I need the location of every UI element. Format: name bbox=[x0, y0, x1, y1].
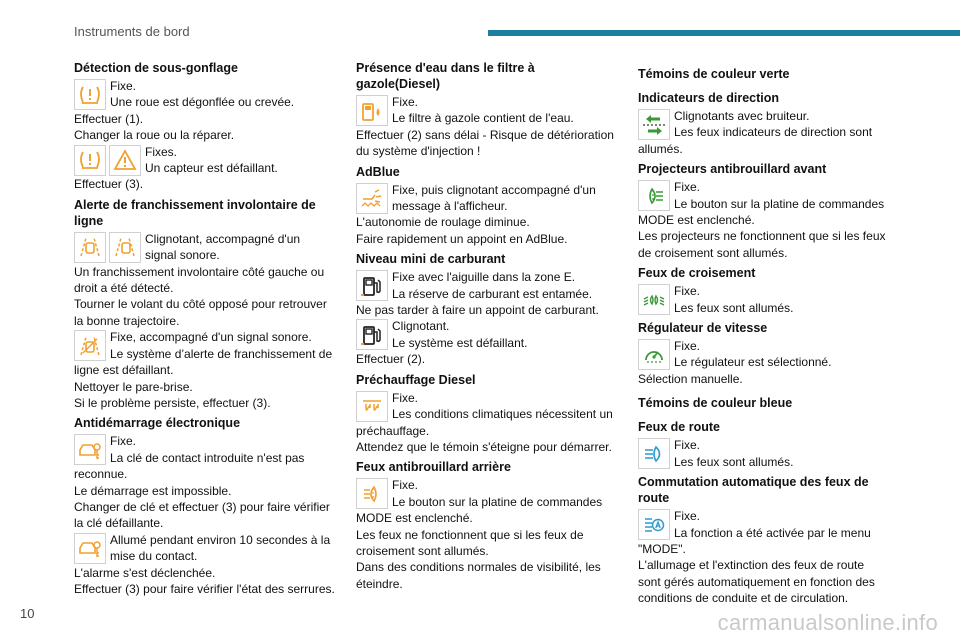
section-title: Niveau mini de carburant bbox=[356, 252, 506, 267]
text-line: Changer de clé et effectuer (3) pour faire vérifier bbox=[74, 499, 330, 514]
cruise-control-icon bbox=[638, 339, 670, 370]
text-line: Le système est défaillant. bbox=[392, 335, 528, 350]
indicator-row bbox=[74, 329, 340, 362]
text-line: message à l'afficheur. bbox=[392, 199, 508, 214]
main-beam-icon bbox=[638, 438, 670, 469]
section-title: Alerte de franchissement involontaire de ligne bbox=[74, 197, 316, 228]
glow-plug-icon bbox=[356, 391, 388, 422]
section-title: Régulateur de vitesse bbox=[638, 321, 768, 336]
text-line: MODE est enclenché. bbox=[638, 213, 755, 228]
text-line: Les feux indicateurs de direction sont bbox=[674, 125, 873, 140]
indicator-row bbox=[74, 231, 340, 264]
text-line: La fonction a été activée par le menu bbox=[674, 525, 871, 540]
text-line: Fixe avec l'aiguille dans la zone E. bbox=[392, 270, 576, 285]
header-accent-bar bbox=[488, 30, 960, 36]
auto-high-beam-icon bbox=[638, 509, 670, 540]
fuel-pump-icon bbox=[356, 270, 388, 301]
running-header: Instruments de bord bbox=[74, 24, 190, 39]
indicator-row bbox=[356, 182, 622, 215]
text-line: Fixe. bbox=[674, 180, 701, 195]
text-line: Un franchissement involontaire côté gauche ou bbox=[74, 264, 325, 279]
text-line: Les projecteurs ne fonctionnent que si les feux bbox=[638, 229, 886, 244]
text-line: Effectuer (2). bbox=[356, 352, 426, 367]
section-title: Commutation automatique des feux de route bbox=[638, 475, 869, 506]
section-title: Présence d'eau dans le filtre à gazole(Diesel) bbox=[356, 61, 535, 91]
text-line: Fixe. bbox=[674, 339, 701, 354]
dipped-beam-icon bbox=[638, 284, 670, 315]
text-line: Effectuer (2) sans délai - Risque de détérioration bbox=[356, 127, 614, 142]
text-line: Fixe. bbox=[392, 95, 419, 109]
text-line: L'allumage et l'extinction des feux de route bbox=[638, 558, 865, 573]
lane-departure-right-icon bbox=[109, 232, 141, 263]
section-title: Préchauffage Diesel bbox=[356, 372, 476, 387]
lane-departure-left-icon bbox=[74, 232, 106, 263]
indicator-row bbox=[356, 318, 622, 351]
text-line: Faire rapidement un appoint en AdBlue. bbox=[356, 231, 568, 246]
text-line: Si le problème persiste, effectuer (3). bbox=[74, 395, 271, 410]
text-line: Effectuer (1). bbox=[74, 111, 144, 126]
column-middle bbox=[356, 58, 622, 592]
indicator-row bbox=[356, 94, 622, 127]
text-line: de croisement sont allumés. bbox=[638, 245, 788, 260]
text-line: Effectuer (3) pour faire vérifier l'état des serrures. bbox=[74, 581, 335, 596]
text-line: La clé de contact introduite n'est pas bbox=[110, 450, 305, 465]
text-line: conditions de conduite et de circulation. bbox=[638, 591, 849, 606]
text-line: préchauffage. bbox=[356, 423, 430, 438]
indicator-row bbox=[356, 477, 622, 510]
text-line: Les conditions climatiques nécessitent un bbox=[392, 407, 613, 422]
indicator-row bbox=[638, 283, 896, 316]
text-line: Fixe. bbox=[110, 434, 137, 449]
text-line: L'autonomie de roulage diminue. bbox=[356, 215, 530, 230]
text-line: Fixe. bbox=[674, 509, 701, 524]
text-line: Fixes. bbox=[145, 144, 178, 159]
text-line: Clignotants avec bruiteur. bbox=[674, 109, 810, 123]
group-title-blue: Témoins de couleur bleue bbox=[638, 396, 793, 411]
adblue-icon bbox=[356, 183, 388, 214]
section-title: Feux de route bbox=[638, 420, 720, 435]
indicator-row bbox=[356, 269, 622, 302]
car-key-icon bbox=[74, 533, 106, 564]
text-line: Les feux sont allumés. bbox=[674, 454, 794, 469]
water-in-fuel-icon bbox=[356, 95, 388, 126]
indicator-row bbox=[638, 508, 896, 541]
text-line: Fixe, puis clignotant accompagné d'un bbox=[392, 182, 596, 197]
text-line: MODE est enclenché. bbox=[356, 511, 473, 526]
lane-departure-fault-icon bbox=[74, 330, 106, 361]
indicator-row bbox=[638, 338, 896, 371]
text-line: Les feux sont allumés. bbox=[674, 300, 794, 315]
text-line: Le démarrage est impossible. bbox=[74, 483, 232, 498]
indicator-row bbox=[356, 390, 622, 423]
text-line: éteindre. bbox=[356, 576, 403, 591]
section-title: Feux antibrouillard arrière bbox=[356, 460, 511, 475]
text-line: Fixe. bbox=[674, 284, 701, 299]
text-line: Clignotant. bbox=[392, 319, 450, 334]
text-line: Fixe. bbox=[392, 478, 419, 493]
section-title: AdBlue bbox=[356, 164, 400, 179]
text-line: allumés. bbox=[638, 141, 683, 156]
indicator-row bbox=[74, 532, 340, 565]
text-line: Tourner le volant du côté opposé pour retrouver bbox=[74, 297, 327, 312]
column-right bbox=[638, 58, 896, 607]
page-number: 10 bbox=[20, 606, 35, 621]
indicator-row bbox=[638, 108, 896, 141]
indicator-row bbox=[74, 78, 340, 111]
text-line: Attendez que le témoin s'éteigne pour démarrer. bbox=[356, 439, 612, 454]
text-line: signal sonore. bbox=[145, 248, 220, 263]
text-line: "MODE". bbox=[638, 541, 686, 556]
fuel-pump-icon bbox=[356, 319, 388, 350]
watermark: carmanualsonline.info bbox=[717, 610, 938, 635]
text-line: Nettoyer le pare-brise. bbox=[74, 379, 193, 394]
text-line: Ne pas tarder à faire un appoint de carburant. bbox=[356, 303, 599, 318]
text-line: Fixe, accompagné d'un signal sonore. bbox=[110, 330, 312, 345]
text-line: Les feux ne fonctionnent que si les feux de bbox=[356, 527, 584, 542]
section-title: Détection de sous-gonflage bbox=[74, 61, 238, 75]
text-line: Le bouton sur la platine de commandes bbox=[674, 196, 885, 211]
indicator-row bbox=[74, 433, 340, 466]
text-line: Dans des conditions normales de visibilité, les bbox=[356, 560, 601, 575]
warning-triangle-icon bbox=[109, 145, 141, 176]
section-title: Antidémarrage électronique bbox=[74, 416, 241, 431]
section-title: Indicateurs de direction bbox=[638, 91, 780, 105]
tire-pressure-icon bbox=[74, 145, 106, 176]
text-line: L'alarme s'est déclenchée. bbox=[74, 565, 216, 580]
text-line: La réserve de carburant est entamée. bbox=[392, 286, 593, 301]
text-line: Changer la roue ou la réparer. bbox=[74, 128, 235, 143]
text-line: Le bouton sur la platine de commandes bbox=[392, 494, 603, 509]
text-line: Une roue est dégonflée ou crevée. bbox=[110, 95, 295, 110]
group-title-green: Témoins de couleur verte bbox=[638, 67, 790, 81]
text-line: du système d'injection ! bbox=[356, 144, 481, 159]
turn-signal-arrows-icon bbox=[638, 109, 670, 140]
text-line: Clignotant, accompagné d'un bbox=[145, 231, 301, 246]
section-title: Feux de croisement bbox=[638, 266, 756, 281]
indicator-row bbox=[638, 179, 896, 212]
text-line: mise du contact. bbox=[110, 549, 198, 564]
text-line: droit a été détecté. bbox=[74, 281, 174, 296]
text-line: Un capteur est défaillant. bbox=[145, 161, 278, 176]
section-title: Projecteurs antibrouillard avant bbox=[638, 162, 827, 177]
text-line: croisement sont allumés. bbox=[356, 543, 489, 558]
indicator-row bbox=[74, 144, 340, 177]
text-line: la bonne trajectoire. bbox=[74, 313, 180, 328]
indicator-row bbox=[638, 437, 896, 470]
text-line: Le régulateur est sélectionné. bbox=[674, 355, 832, 370]
text-line: Effectuer (3). bbox=[74, 177, 144, 192]
tire-pressure-icon bbox=[74, 79, 106, 110]
front-fog-light-icon bbox=[638, 180, 670, 211]
text-line: sont gérés automatiquement en fonction des bbox=[638, 574, 875, 589]
text-line: Le filtre à gazole contient de l'eau. bbox=[392, 111, 574, 126]
text-line: Fixe. bbox=[674, 438, 701, 453]
text-line: Allumé pendant environ 10 secondes à la bbox=[110, 532, 331, 547]
text-line: Sélection manuelle. bbox=[638, 371, 743, 386]
text-line: Fixe. bbox=[110, 79, 137, 93]
text-line: reconnue. bbox=[74, 467, 128, 482]
text-line: la clé défaillante. bbox=[74, 516, 164, 531]
rear-fog-light-icon bbox=[356, 478, 388, 509]
column-left bbox=[74, 58, 340, 597]
text-line: ligne est défaillant. bbox=[74, 363, 174, 378]
text-line: Fixe. bbox=[392, 390, 419, 405]
car-key-icon bbox=[74, 434, 106, 465]
text-line: Le système d’alerte de franchissement de bbox=[110, 346, 333, 361]
